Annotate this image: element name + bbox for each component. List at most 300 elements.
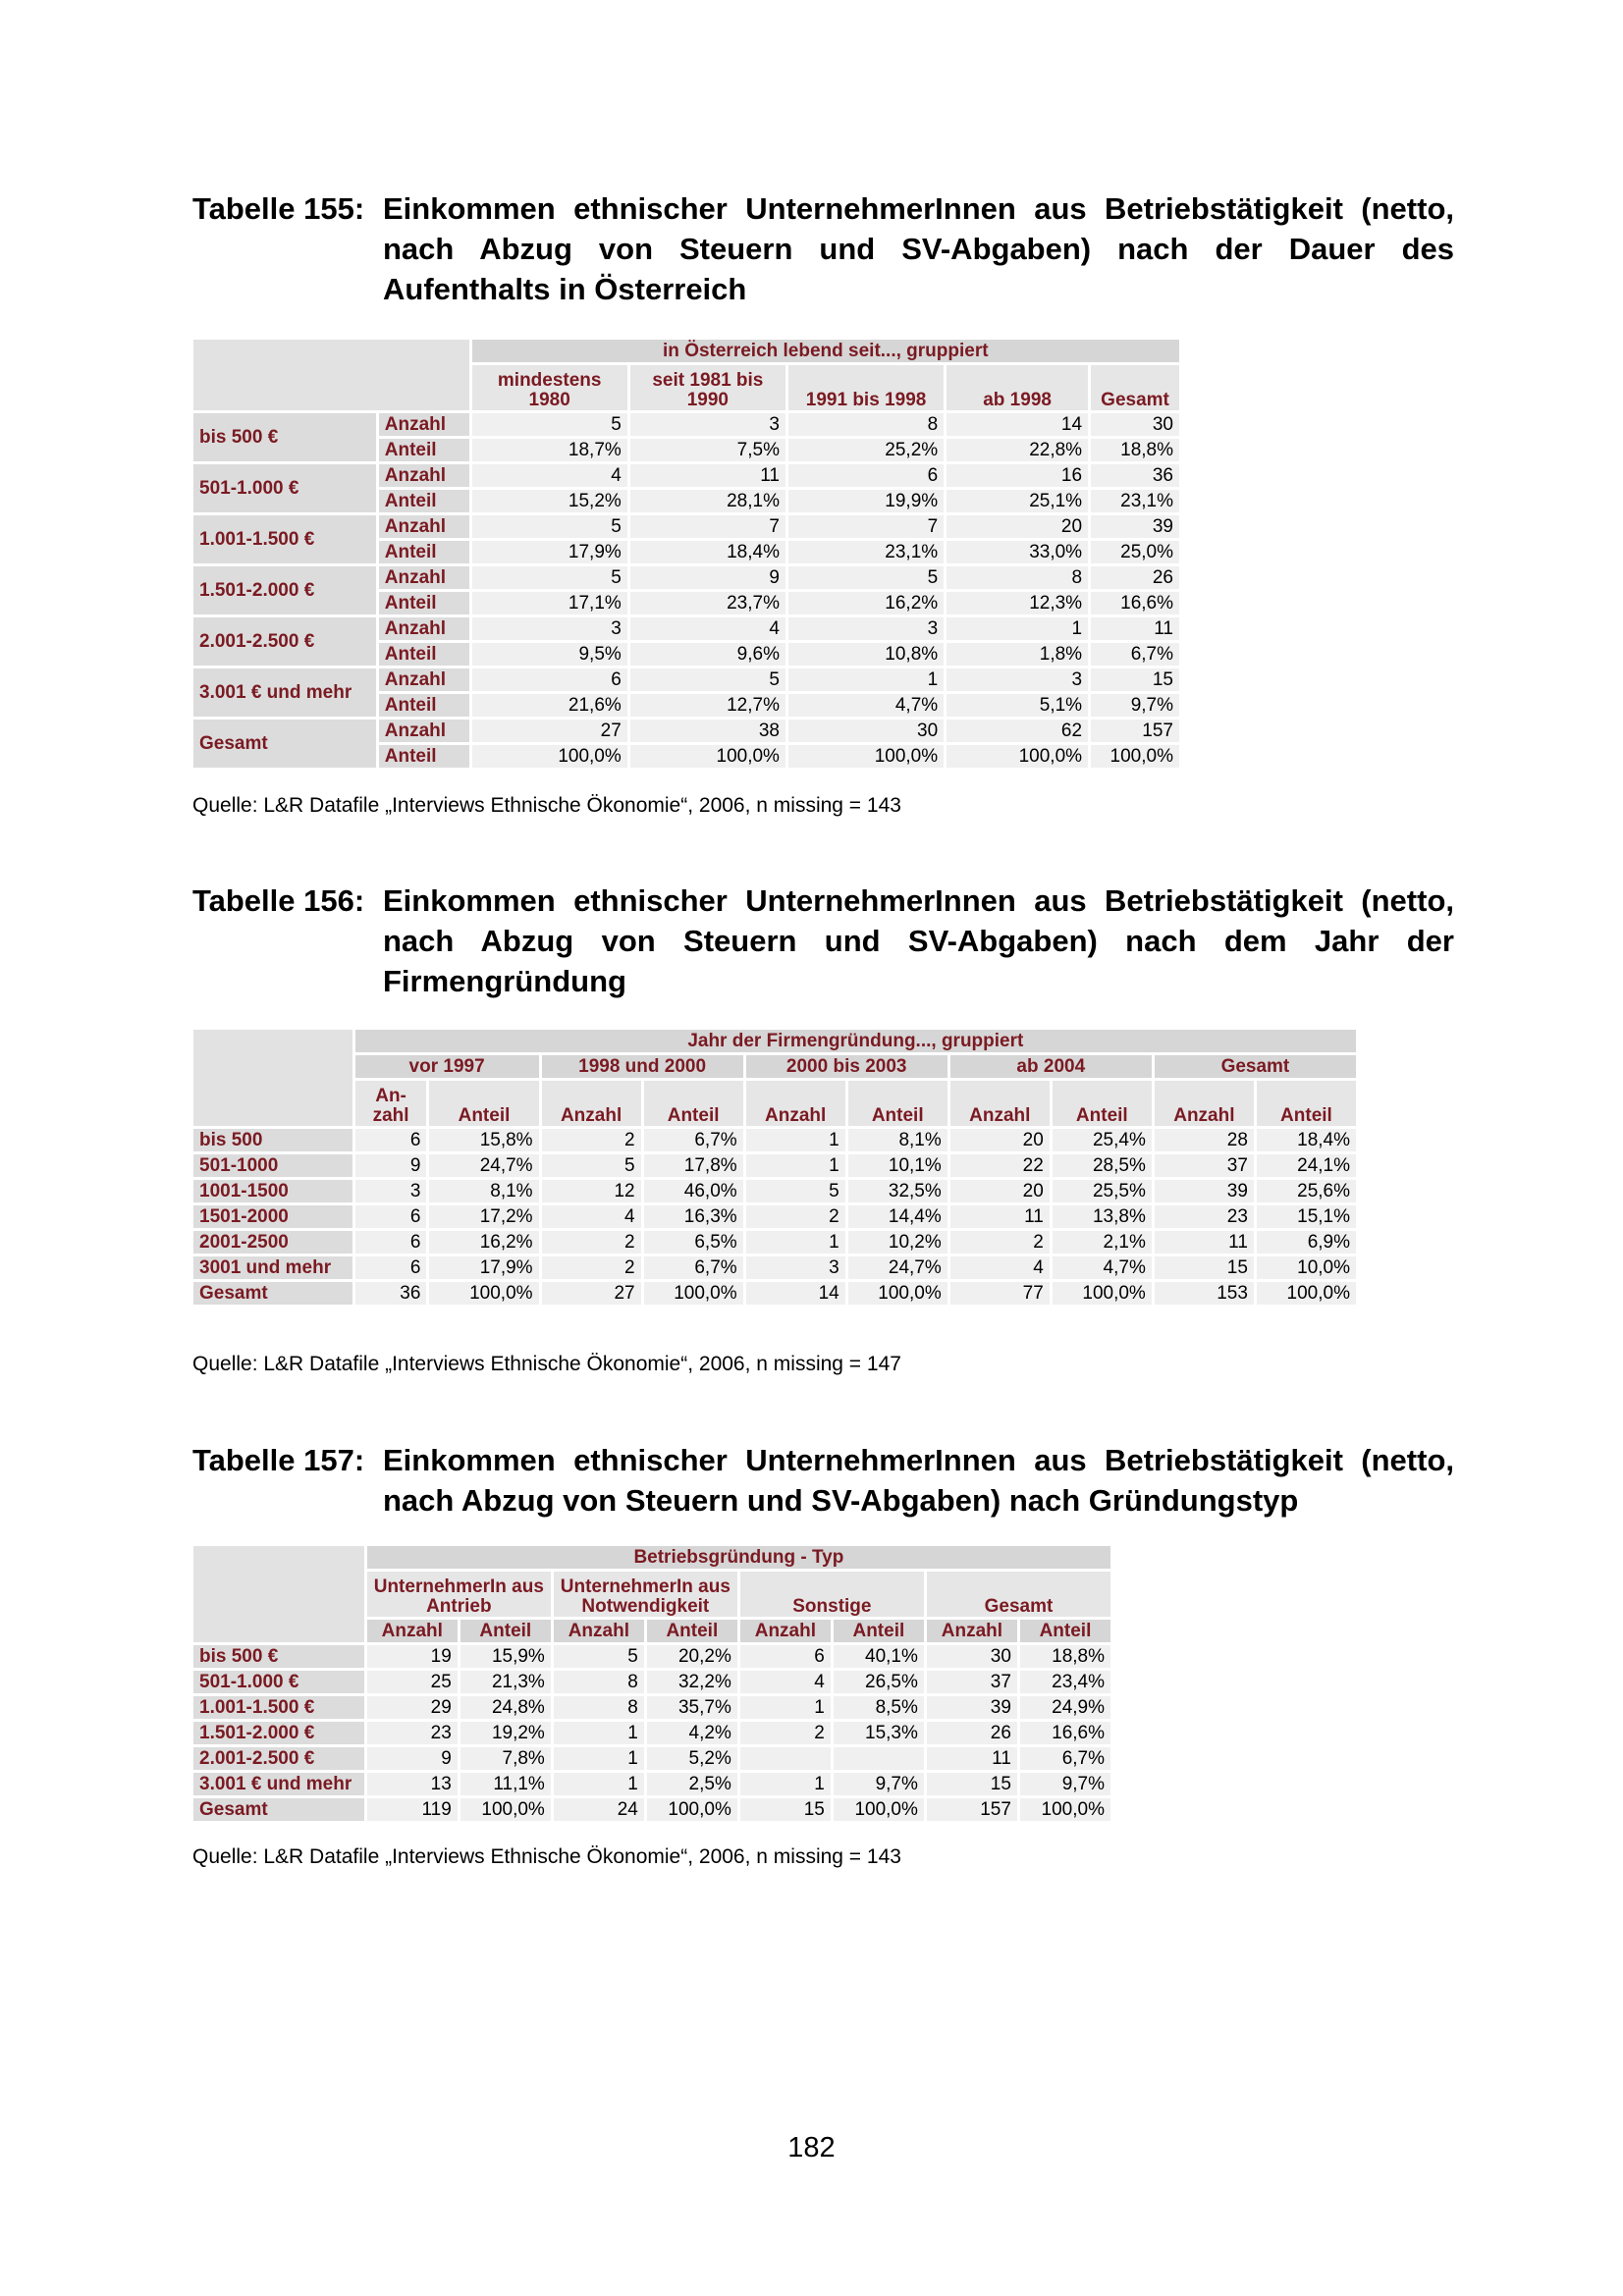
sub-header-anteil: Anteil [647, 1620, 737, 1642]
table-cell: 4,7% [1053, 1256, 1152, 1279]
table-cell: 5 [554, 1645, 644, 1668]
table-cell: 3 [355, 1180, 427, 1202]
table-cell: 25,5% [1053, 1180, 1152, 1202]
table-cell: 39 [1155, 1180, 1254, 1202]
row-label: 1.501-2.000 € [193, 566, 376, 614]
table-cell: 6,7% [644, 1256, 743, 1279]
table-cell: 4,2% [647, 1722, 737, 1744]
table-cell: 8 [947, 566, 1088, 589]
table-157-source: Quelle: L&R Datafile „Interviews Ethnische Ökonomie“, 2006, n missing = 143 [192, 1845, 901, 1868]
table-cell: 10,8% [788, 643, 944, 666]
measure-label: Anteil [379, 592, 469, 614]
table-155-label: Tabelle 155: [192, 191, 365, 226]
table-157-caption [192, 1440, 1454, 1521]
table-cell: 17,8% [644, 1154, 743, 1177]
table-cell: 24 [554, 1798, 644, 1821]
table-cell: 5,1% [947, 694, 1088, 717]
table-cell: 2,1% [1053, 1231, 1152, 1254]
table-cell: 12,3% [947, 592, 1088, 614]
table-cell: 23,4% [1020, 1671, 1110, 1693]
row-label: Gesamt [193, 1282, 352, 1305]
table-cell: 100,0% [834, 1798, 924, 1821]
table-156-corner [193, 1030, 352, 1126]
table-cell: 11 [1091, 617, 1179, 640]
table-cell: 15,9% [460, 1645, 551, 1668]
table-157-label: Tabelle 157: [192, 1443, 365, 1477]
sub-header-anzahl: Anzahl [927, 1620, 1017, 1642]
table-cell: 4 [630, 617, 785, 640]
sub-header-anteil: Anteil [1020, 1620, 1110, 1642]
row-label: 2.001-2.500 € [193, 1747, 364, 1770]
table-cell: 1 [740, 1773, 831, 1795]
row-label: Gesamt [193, 720, 376, 768]
table-cell: 6,5% [644, 1231, 743, 1254]
table-cell: 15,1% [1257, 1205, 1356, 1228]
table-cell: 5,2% [647, 1747, 737, 1770]
table-cell: 5 [630, 668, 785, 691]
table-cell: 25,1% [947, 490, 1088, 512]
table-155 [190, 337, 1182, 771]
group-header: 1998 und 2000 [542, 1055, 743, 1078]
table-cell: 100,0% [1091, 745, 1179, 768]
table-cell: 9,7% [1020, 1773, 1110, 1795]
group-header: UnternehmerIn aus Antrieb [367, 1572, 551, 1617]
table-cell: 18,7% [472, 439, 627, 461]
table-cell: 13 [367, 1773, 458, 1795]
table-cell: 1 [554, 1747, 644, 1770]
table-cell: 5 [746, 1180, 845, 1202]
table-row [193, 566, 1179, 589]
table-cell: 22,8% [947, 439, 1088, 461]
measure-label: Anzahl [379, 515, 469, 538]
table-cell: 28 [1155, 1129, 1254, 1151]
table-cell: 2 [950, 1231, 1050, 1254]
row-label: 1001-1500 [193, 1180, 352, 1202]
table-cell: 6,7% [1020, 1747, 1110, 1770]
sub-header-anzahl: Anzahl [950, 1081, 1050, 1126]
table-row [193, 617, 1179, 640]
table-cell: 4 [740, 1671, 831, 1693]
table-156-span-header: Jahr der Firmengründung..., gruppiert [355, 1030, 1356, 1052]
table-156-caption [192, 881, 1454, 1001]
table-cell: 153 [1155, 1282, 1254, 1305]
table-cell: 3 [947, 668, 1088, 691]
table-cell: 16,6% [1091, 592, 1179, 614]
table-row [193, 464, 1179, 487]
measure-label: Anzahl [379, 617, 469, 640]
table-row [193, 1256, 1356, 1279]
table-cell: 17,2% [429, 1205, 538, 1228]
sub-header-anteil: Anteil [429, 1081, 538, 1126]
column-header: mindestens 1980 [472, 365, 627, 410]
sub-header-anteil: Anteil [644, 1081, 743, 1126]
table-cell: 1 [746, 1154, 845, 1177]
table-cell: 24,7% [429, 1154, 538, 1177]
table-155-title: Einkommen ethnischer UnternehmerInnen aus Betriebstätigkeit (netto, nach Abzug von Steuern und SV-Abgaben) nach der Dauer des Aufenthalts in Österreich [383, 191, 1454, 306]
table-cell: 21,3% [460, 1671, 551, 1693]
table-cell: 6,7% [644, 1129, 743, 1151]
measure-label: Anteil [379, 643, 469, 666]
sub-header-anteil: Anteil [848, 1081, 947, 1126]
table-cell: 27 [472, 720, 627, 742]
table-cell: 100,0% [788, 745, 944, 768]
table-155-span-header: in Österreich lebend seit..., gruppiert [472, 340, 1179, 362]
table-cell: 19,9% [788, 490, 944, 512]
table-cell: 9 [367, 1747, 458, 1770]
table-cell: 2 [542, 1129, 641, 1151]
measure-label: Anzahl [379, 566, 469, 589]
group-header: Gesamt [1155, 1055, 1356, 1078]
table-cell: 35,7% [647, 1696, 737, 1719]
table-cell: 100,0% [1257, 1282, 1356, 1305]
table-cell: 5 [542, 1154, 641, 1177]
table-cell: 4 [542, 1205, 641, 1228]
table-cell: 100,0% [429, 1282, 538, 1305]
table-cell: 5 [472, 566, 627, 589]
table-cell: 25,4% [1053, 1129, 1152, 1151]
row-label: 3001 und mehr [193, 1256, 352, 1279]
table-cell: 32,5% [848, 1180, 947, 1202]
table-cell: 4,7% [788, 694, 944, 717]
table-cell: 26 [927, 1722, 1017, 1744]
table-cell: 24,9% [1020, 1696, 1110, 1719]
table-cell: 119 [367, 1798, 458, 1821]
table-cell: 77 [950, 1282, 1050, 1305]
table-cell: 14 [746, 1282, 845, 1305]
table-cell: 12 [542, 1180, 641, 1202]
table-cell: 15 [1091, 668, 1179, 691]
row-label: 1501-2000 [193, 1205, 352, 1228]
row-label: 1.001-1.500 € [193, 1696, 364, 1719]
table-cell: 24,8% [460, 1696, 551, 1719]
measure-label: Anteil [379, 694, 469, 717]
table-cell: 5 [788, 566, 944, 589]
table-cell: 4 [950, 1256, 1050, 1279]
sub-header-anzahl: Anzahl [542, 1081, 641, 1126]
table-cell: 11,1% [460, 1773, 551, 1795]
table-cell: 157 [927, 1798, 1017, 1821]
table-cell: 30 [1091, 413, 1179, 436]
measure-label: Anzahl [379, 464, 469, 487]
table-row [193, 1180, 1356, 1202]
table-cell: 2 [542, 1256, 641, 1279]
table-cell: 15 [1155, 1256, 1254, 1279]
table-cell: 30 [788, 720, 944, 742]
group-header: 2000 bis 2003 [746, 1055, 947, 1078]
table-cell: 100,0% [1020, 1798, 1110, 1821]
table-157 [190, 1543, 1113, 1824]
row-label: bis 500 € [193, 413, 376, 461]
table-cell: 33,0% [947, 541, 1088, 563]
measure-label: Anzahl [379, 668, 469, 691]
table-cell: 13,8% [1053, 1205, 1152, 1228]
table-row [193, 515, 1179, 538]
table-cell: 21,6% [472, 694, 627, 717]
table-cell: 16,2% [788, 592, 944, 614]
table-cell: 100,0% [472, 745, 627, 768]
table-row [193, 1722, 1110, 1744]
table-cell: 11 [927, 1747, 1017, 1770]
table-cell: 30 [927, 1645, 1017, 1668]
table-cell: 20 [950, 1180, 1050, 1202]
group-header: Gesamt [927, 1572, 1110, 1617]
table-row [193, 720, 1179, 742]
table-cell: 36 [1091, 464, 1179, 487]
table-157-title: Einkommen ethnischer UnternehmerInnen aus Betriebstätigkeit (netto, nach Abzug von Steuern und SV-Abgaben) nach Gründungstyp [383, 1443, 1454, 1518]
measure-label: Anteil [379, 439, 469, 461]
sub-header-anteil: Anteil [460, 1620, 551, 1642]
table-cell: 23,1% [788, 541, 944, 563]
table-cell: 28,1% [630, 490, 785, 512]
table-cell: 24,7% [848, 1256, 947, 1279]
table-cell: 12,7% [630, 694, 785, 717]
group-header: UnternehmerIn aus Notwendigkeit [554, 1572, 737, 1617]
table-cell: 7 [630, 515, 785, 538]
table-cell: 3 [746, 1256, 845, 1279]
table-cell: 29 [367, 1696, 458, 1719]
page-number: 182 [787, 2132, 836, 2163]
table-cell: 8 [554, 1671, 644, 1693]
table-156-source: Quelle: L&R Datafile „Interviews Ethnische Ökonomie“, 2006, n missing = 147 [192, 1353, 901, 1375]
sub-header-anteil: Anteil [834, 1620, 924, 1642]
table-cell: 1 [554, 1722, 644, 1744]
table-cell: 6,9% [1257, 1231, 1356, 1254]
table-cell: 7,5% [630, 439, 785, 461]
row-label: 3.001 € und mehr [193, 1773, 364, 1795]
table-cell: 2 [542, 1231, 641, 1254]
table-cell: 11 [950, 1205, 1050, 1228]
table-157-span-header: Betriebsgründung - Typ [367, 1546, 1110, 1569]
row-label: bis 500 [193, 1129, 352, 1151]
table-row [193, 1645, 1110, 1668]
table-cell [740, 1747, 831, 1770]
table-cell: 17,9% [472, 541, 627, 563]
table-cell: 40,1% [834, 1645, 924, 1668]
measure-label: Anteil [379, 745, 469, 768]
column-header: seit 1981 bis 1990 [630, 365, 785, 410]
table-cell: 39 [1091, 515, 1179, 538]
table-cell: 14 [947, 413, 1088, 436]
row-label: bis 500 € [193, 1645, 364, 1668]
group-header: vor 1997 [355, 1055, 539, 1078]
sub-header-anzahl: Anzahl [554, 1620, 644, 1642]
table-cell: 100,0% [630, 745, 785, 768]
table-cell: 37 [927, 1671, 1017, 1693]
table-cell: 2 [746, 1205, 845, 1228]
table-cell: 1 [554, 1773, 644, 1795]
table-cell: 8,5% [834, 1696, 924, 1719]
table-row [193, 1696, 1110, 1719]
table-cell: 26 [1091, 566, 1179, 589]
column-header: ab 1998 [947, 365, 1088, 410]
table-cell: 4 [472, 464, 627, 487]
table-cell: 6 [355, 1231, 427, 1254]
table-cell: 5 [472, 515, 627, 538]
sub-header-anteil: Anteil [1053, 1081, 1152, 1126]
table-cell: 25,0% [1091, 541, 1179, 563]
table-cell: 6 [740, 1645, 831, 1668]
table-cell: 8 [554, 1696, 644, 1719]
row-label: 1.001-1.500 € [193, 515, 376, 563]
sub-header-anteil: Anteil [1257, 1081, 1356, 1126]
table-cell: 16,3% [644, 1205, 743, 1228]
measure-label: Anzahl [379, 720, 469, 742]
table-row [193, 1129, 1356, 1151]
table-cell: 2,5% [647, 1773, 737, 1795]
table-row [193, 1773, 1110, 1795]
table-cell: 6 [355, 1205, 427, 1228]
sub-header-anzahl: Anzahl [1155, 1081, 1254, 1126]
table-cell: 25,6% [1257, 1180, 1356, 1202]
table-cell: 24,1% [1257, 1154, 1356, 1177]
table-cell: 9,7% [834, 1773, 924, 1795]
row-label: Gesamt [193, 1798, 364, 1821]
table-cell: 19,2% [460, 1722, 551, 1744]
row-label: 501-1.000 € [193, 1671, 364, 1693]
table-row [193, 668, 1179, 691]
table-cell: 23,1% [1091, 490, 1179, 512]
table-row [193, 1282, 1356, 1305]
table-cell: 15 [927, 1773, 1017, 1795]
table-row [193, 1154, 1356, 1177]
table-cell: 1,8% [947, 643, 1088, 666]
table-cell: 8 [788, 413, 944, 436]
row-label: 2001-2500 [193, 1231, 352, 1254]
table-cell: 18,8% [1091, 439, 1179, 461]
table-cell: 15,8% [429, 1129, 538, 1151]
table-cell: 36 [355, 1282, 427, 1305]
table-cell: 23 [1155, 1205, 1254, 1228]
table-cell: 16,2% [429, 1231, 538, 1254]
table-cell: 15 [740, 1798, 831, 1821]
table-row [193, 1205, 1356, 1228]
table-cell: 100,0% [647, 1798, 737, 1821]
table-cell: 19 [367, 1645, 458, 1668]
table-155-corner [193, 340, 469, 410]
table-cell: 1 [746, 1231, 845, 1254]
table-cell: 16 [947, 464, 1088, 487]
table-156 [190, 1027, 1359, 1308]
table-cell: 2 [740, 1722, 831, 1744]
table-cell: 1 [746, 1129, 845, 1151]
row-label: 1.501-2.000 € [193, 1722, 364, 1744]
table-cell: 3 [788, 617, 944, 640]
table-cell: 3 [472, 617, 627, 640]
table-cell: 7 [788, 515, 944, 538]
table-cell: 100,0% [460, 1798, 551, 1821]
measure-label: Anteil [379, 490, 469, 512]
table-cell: 9,6% [630, 643, 785, 666]
table-cell: 5 [472, 413, 627, 436]
table-cell: 100,0% [947, 745, 1088, 768]
table-157-corner [193, 1546, 364, 1642]
table-cell: 9,5% [472, 643, 627, 666]
table-cell: 20,2% [647, 1645, 737, 1668]
table-cell: 11 [630, 464, 785, 487]
table-cell: 22 [950, 1154, 1050, 1177]
table-cell: 6 [788, 464, 944, 487]
table-156-title: Einkommen ethnischer UnternehmerInnen aus Betriebstätigkeit (netto, nach Abzug von Steuern und SV-Abgaben) nach dem Jahr der Firmengründung [383, 883, 1454, 998]
column-header: Gesamt [1091, 365, 1179, 410]
table-cell: 16,6% [1020, 1722, 1110, 1744]
table-cell: 37 [1155, 1154, 1254, 1177]
table-cell: 10,0% [1257, 1256, 1356, 1279]
row-label: 501-1000 [193, 1154, 352, 1177]
table-cell: 14,4% [848, 1205, 947, 1228]
table-cell: 38 [630, 720, 785, 742]
table-row [193, 1747, 1110, 1770]
table-cell: 9 [630, 566, 785, 589]
table-cell: 18,8% [1020, 1645, 1110, 1668]
table-cell: 100,0% [644, 1282, 743, 1305]
column-header: 1991 bis 1998 [788, 365, 944, 410]
measure-label: Anzahl [379, 413, 469, 436]
table-cell: 15,3% [834, 1722, 924, 1744]
sub-header-anzahl: Anzahl [740, 1620, 831, 1642]
table-cell: 20 [950, 1129, 1050, 1151]
table-156-label: Tabelle 156: [192, 883, 365, 918]
table-cell: 26,5% [834, 1671, 924, 1693]
table-cell: 23,7% [630, 592, 785, 614]
table-cell: 62 [947, 720, 1088, 742]
table-cell: 10,2% [848, 1231, 947, 1254]
row-label: 3.001 € und mehr [193, 668, 376, 717]
table-cell: 25,2% [788, 439, 944, 461]
table-cell: 9 [355, 1154, 427, 1177]
table-cell: 11 [1155, 1231, 1254, 1254]
table-cell: 17,1% [472, 592, 627, 614]
table-cell: 28,5% [1053, 1154, 1152, 1177]
table-cell: 15,2% [472, 490, 627, 512]
table-cell: 6,7% [1091, 643, 1179, 666]
table-cell: 6 [355, 1129, 427, 1151]
table-row [193, 1231, 1356, 1254]
table-cell: 100,0% [1053, 1282, 1152, 1305]
measure-label: Anteil [379, 541, 469, 563]
table-row [193, 1798, 1110, 1821]
table-cell: 46,0% [644, 1180, 743, 1202]
sub-header-anzahl: Anzahl [367, 1620, 458, 1642]
table-cell: 9,7% [1091, 694, 1179, 717]
table-cell: 25 [367, 1671, 458, 1693]
table-cell: 1 [740, 1696, 831, 1719]
table-cell: 6 [472, 668, 627, 691]
table-cell: 10,1% [848, 1154, 947, 1177]
table-cell: 6 [355, 1256, 427, 1279]
table-cell [834, 1747, 924, 1770]
table-cell: 8,1% [429, 1180, 538, 1202]
table-cell: 100,0% [848, 1282, 947, 1305]
table-row [193, 1671, 1110, 1693]
row-label: 501-1.000 € [193, 464, 376, 512]
table-cell: 18,4% [630, 541, 785, 563]
table-cell: 157 [1091, 720, 1179, 742]
table-cell: 23 [367, 1722, 458, 1744]
sub-header-anzahl: Anzahl [746, 1081, 845, 1126]
group-header: ab 2004 [950, 1055, 1152, 1078]
table-cell: 1 [947, 617, 1088, 640]
table-cell: 8,1% [848, 1129, 947, 1151]
table-cell: 1 [788, 668, 944, 691]
table-155-source: Quelle: L&R Datafile „Interviews Ethnische Ökonomie“, 2006, n missing = 143 [192, 794, 901, 817]
table-cell: 7,8% [460, 1747, 551, 1770]
table-cell: 39 [927, 1696, 1017, 1719]
table-cell: 20 [947, 515, 1088, 538]
table-cell: 17,9% [429, 1256, 538, 1279]
group-header: Sonstige [740, 1572, 924, 1617]
row-label: 2.001-2.500 € [193, 617, 376, 666]
table-cell: 27 [542, 1282, 641, 1305]
